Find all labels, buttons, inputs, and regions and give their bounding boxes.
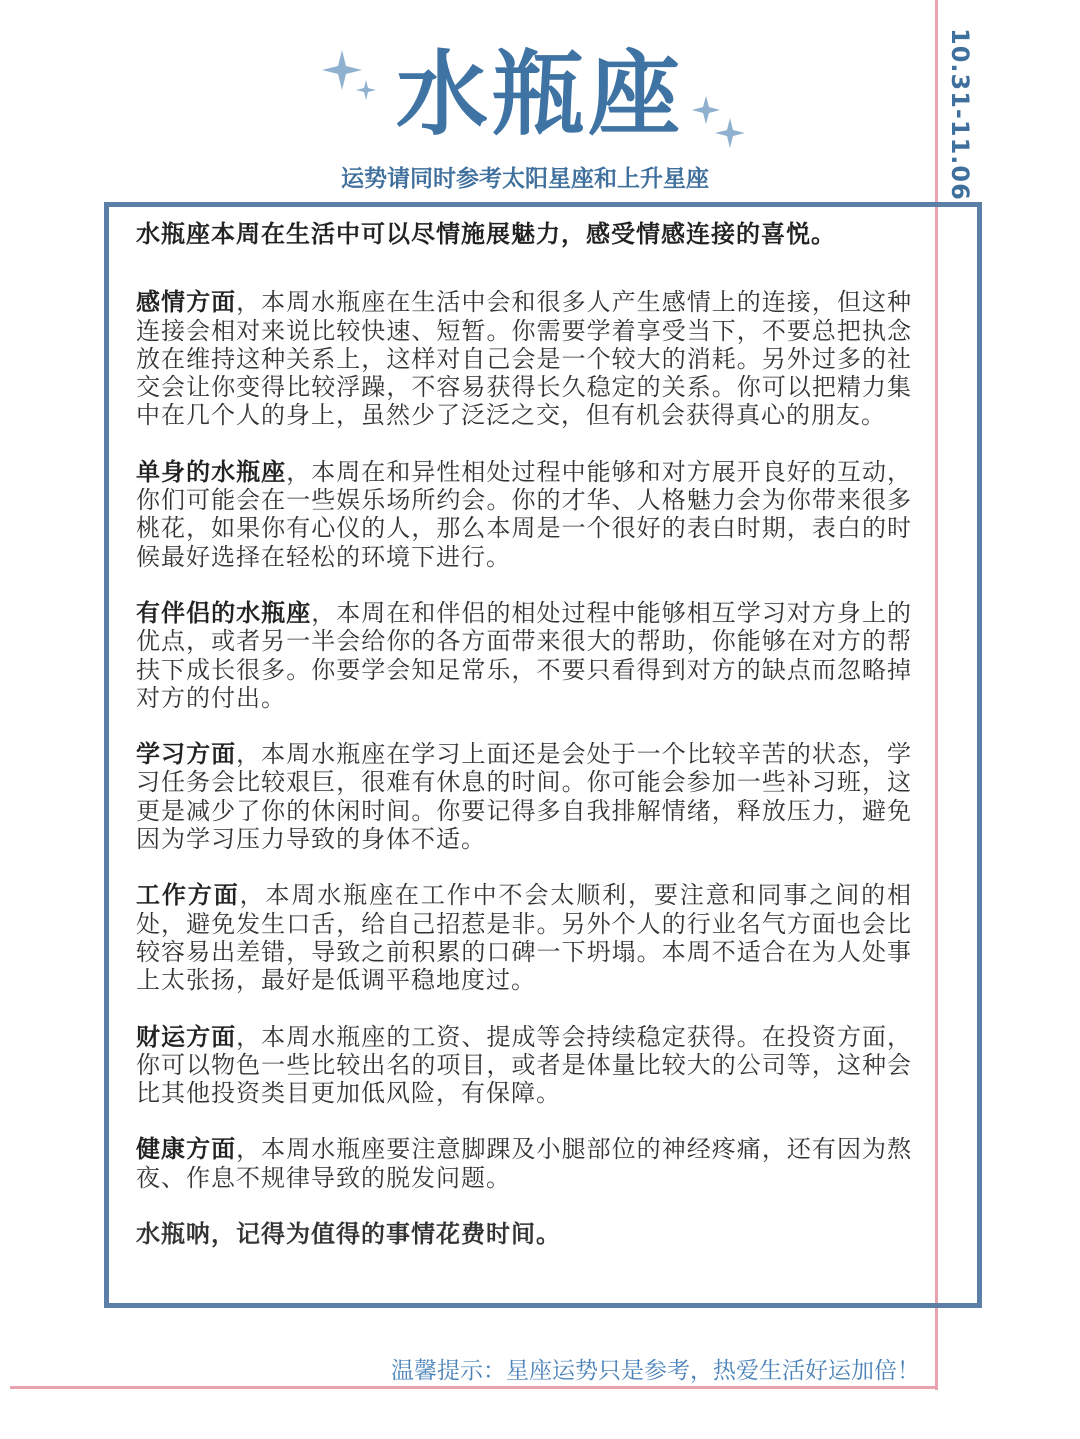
section-health: 健康方面，本周水瓶座要注意脚踝及小腿部位的神经疼痛，还有因为熬夜、作息不规律导致的脱发问题。 [136, 1135, 913, 1192]
page-title: 水瓶座 [395, 41, 684, 148]
intro-text: 水瓶座本周在生活中可以尽情施展魅力，感受情感连接的喜悦。 [136, 220, 836, 248]
section-study: 学习方面，本周水瓶座在学习上面还是会处于一个比较辛苦的状态，学习任务会比较艰巨，很难有休息的时间。你可能会参加一些补习班，这更是减少了你的休闲时间。你要记得多自我排解情绪，释放压力，避免因为学习压力导致的身体不适。 [136, 740, 913, 854]
section-work: 工作方面，本周水瓶座在工作中不会太顺利，要注意和同事之间的相处，避免发生口舌，给自己招惹是非。另外个人的行业名气方面也会比较容易出差错，导致之前积累的口碑一下坍塌。本周不适合在为人处事上太张扬，最好是低调平稳地度过。 [136, 881, 913, 995]
horoscope-content [136, 220, 912, 1276]
footer-tip: 温馨提示：星座运势只是参考，热爱生活好运加倍！ [391, 1358, 920, 1384]
subtitle: 运势请同时参考太阳星座和上升星座 [341, 166, 709, 192]
section-wealth: 财运方面，本周水瓶座的工资、提成等会持续稳定获得。在投资方面，你可以物色一些比较出名的项目，或者是体量比较大的公司等，这种会比其他投资类目更加低风险，有保障。 [136, 1022, 913, 1108]
closing-text: 水瓶呐，记得为值得的事情花费时间。 [136, 1220, 561, 1249]
date-range: 10.31-11.06 [946, 28, 974, 201]
section-partner: 有伴侣的水瓶座，本周在和伴侣的相处过程中能够相互学习对方身上的优点，或者另一半会给你的各方面带来很大的帮助，你能够在对方的帮扶下成长很多。你要学会知足常乐，不要只看得到对方的缺点而忽略掉对方的付出。 [136, 598, 912, 712]
section-love: 感情方面，本周水瓶座在生活中会和很多人产生感情上的连接，但这种连接会相对来说比较快速、短暂。你需要学着享受当下，不要总把执念放在维持这种关系上，这样对自己会是一个较大的消耗。另外过多的社交会让你变得比较浮躁，不容易获得长久稳定的关系。你可以把精力集中在几个人的身上，虽然少了泛泛之交，但有机会获得真心的朋友。 [136, 288, 913, 430]
pink-horizontal-line [10, 1386, 938, 1389]
section-single: 单身的水瓶座，本周在和异性相处过程中能够和对方展开良好的互动，你们可能会在一些娱乐场所约会。你的才华、人格魅力会为你带来很多桃花，如果你有心仪的人，那么本周是一个很好的表白时期，表白的时候最好选择在轻松的环境下进行。 [136, 457, 913, 571]
